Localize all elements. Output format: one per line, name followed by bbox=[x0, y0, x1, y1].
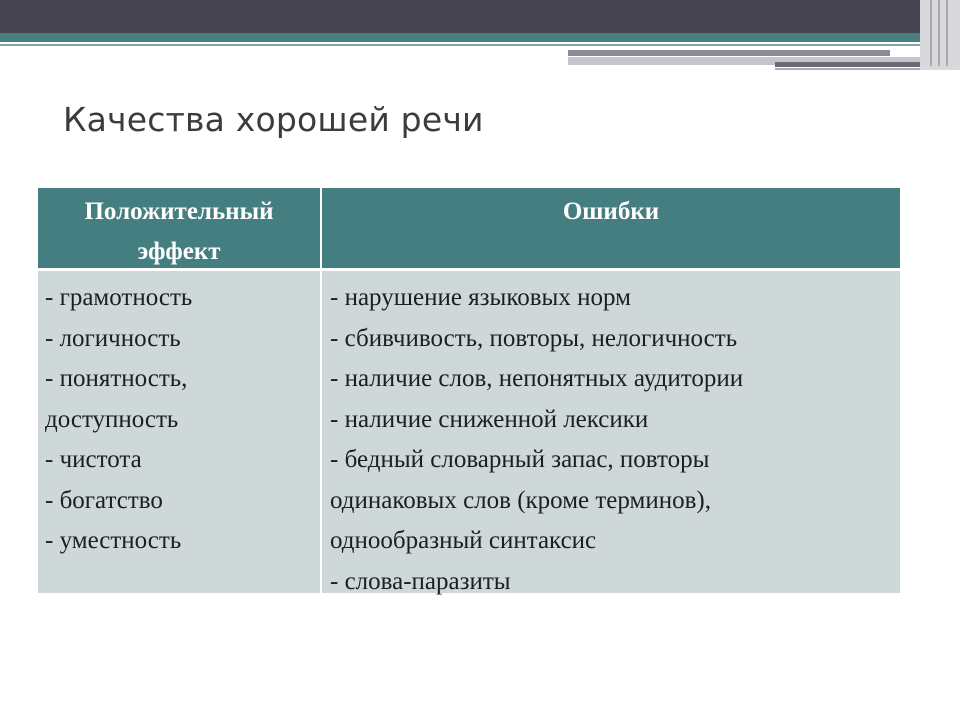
corner-stripe bbox=[930, 0, 932, 66]
error-item: - сбивчивость, повторы, нелогичность bbox=[330, 324, 738, 352]
header-accent-line bbox=[0, 44, 960, 46]
comparison-table bbox=[38, 188, 900, 593]
table-header-row bbox=[38, 188, 900, 268]
positive-item: - грамотность bbox=[45, 284, 193, 311]
positive-item: - логичность bbox=[45, 324, 181, 352]
positive-item: - чистота bbox=[45, 446, 142, 473]
positive-cell bbox=[38, 271, 322, 593]
error-item: - наличие слов, непонятных аудитории bbox=[330, 365, 744, 392]
positive-item: - понятность, bbox=[45, 365, 188, 392]
slide-title: Качества хорошей речи bbox=[63, 100, 484, 139]
errors-cell bbox=[322, 271, 900, 593]
positive-item: - уместность bbox=[45, 527, 182, 554]
error-item: - слова-паразиты bbox=[330, 567, 511, 595]
decor-bar bbox=[568, 50, 890, 56]
error-item: одинаковых слов (кроме терминов), bbox=[330, 486, 711, 514]
positive-item: - богатство bbox=[45, 486, 163, 514]
header-band bbox=[0, 0, 960, 33]
decor-bar-short-light bbox=[775, 68, 940, 70]
error-item: - наличие сниженной лексики bbox=[330, 405, 649, 433]
corner-stripe bbox=[938, 0, 940, 66]
header-positive-line: эффект bbox=[137, 238, 221, 265]
header-positive bbox=[38, 188, 322, 268]
error-item: - бедный словарный запас, повторы bbox=[330, 446, 710, 473]
corner-stripe bbox=[946, 0, 948, 66]
corner-panel bbox=[920, 0, 960, 70]
header-errors bbox=[322, 188, 900, 268]
positive-item: доступность bbox=[45, 405, 179, 433]
header-errors-label: Ошибки bbox=[562, 198, 660, 225]
header-accent-band bbox=[0, 33, 960, 42]
header-positive-line: Положительный bbox=[84, 198, 274, 225]
error-item: однообразный синтаксис bbox=[330, 527, 597, 554]
decor-bar-short bbox=[775, 62, 940, 67]
error-item: - нарушение языковых норм bbox=[330, 284, 631, 311]
table-row bbox=[38, 271, 900, 593]
